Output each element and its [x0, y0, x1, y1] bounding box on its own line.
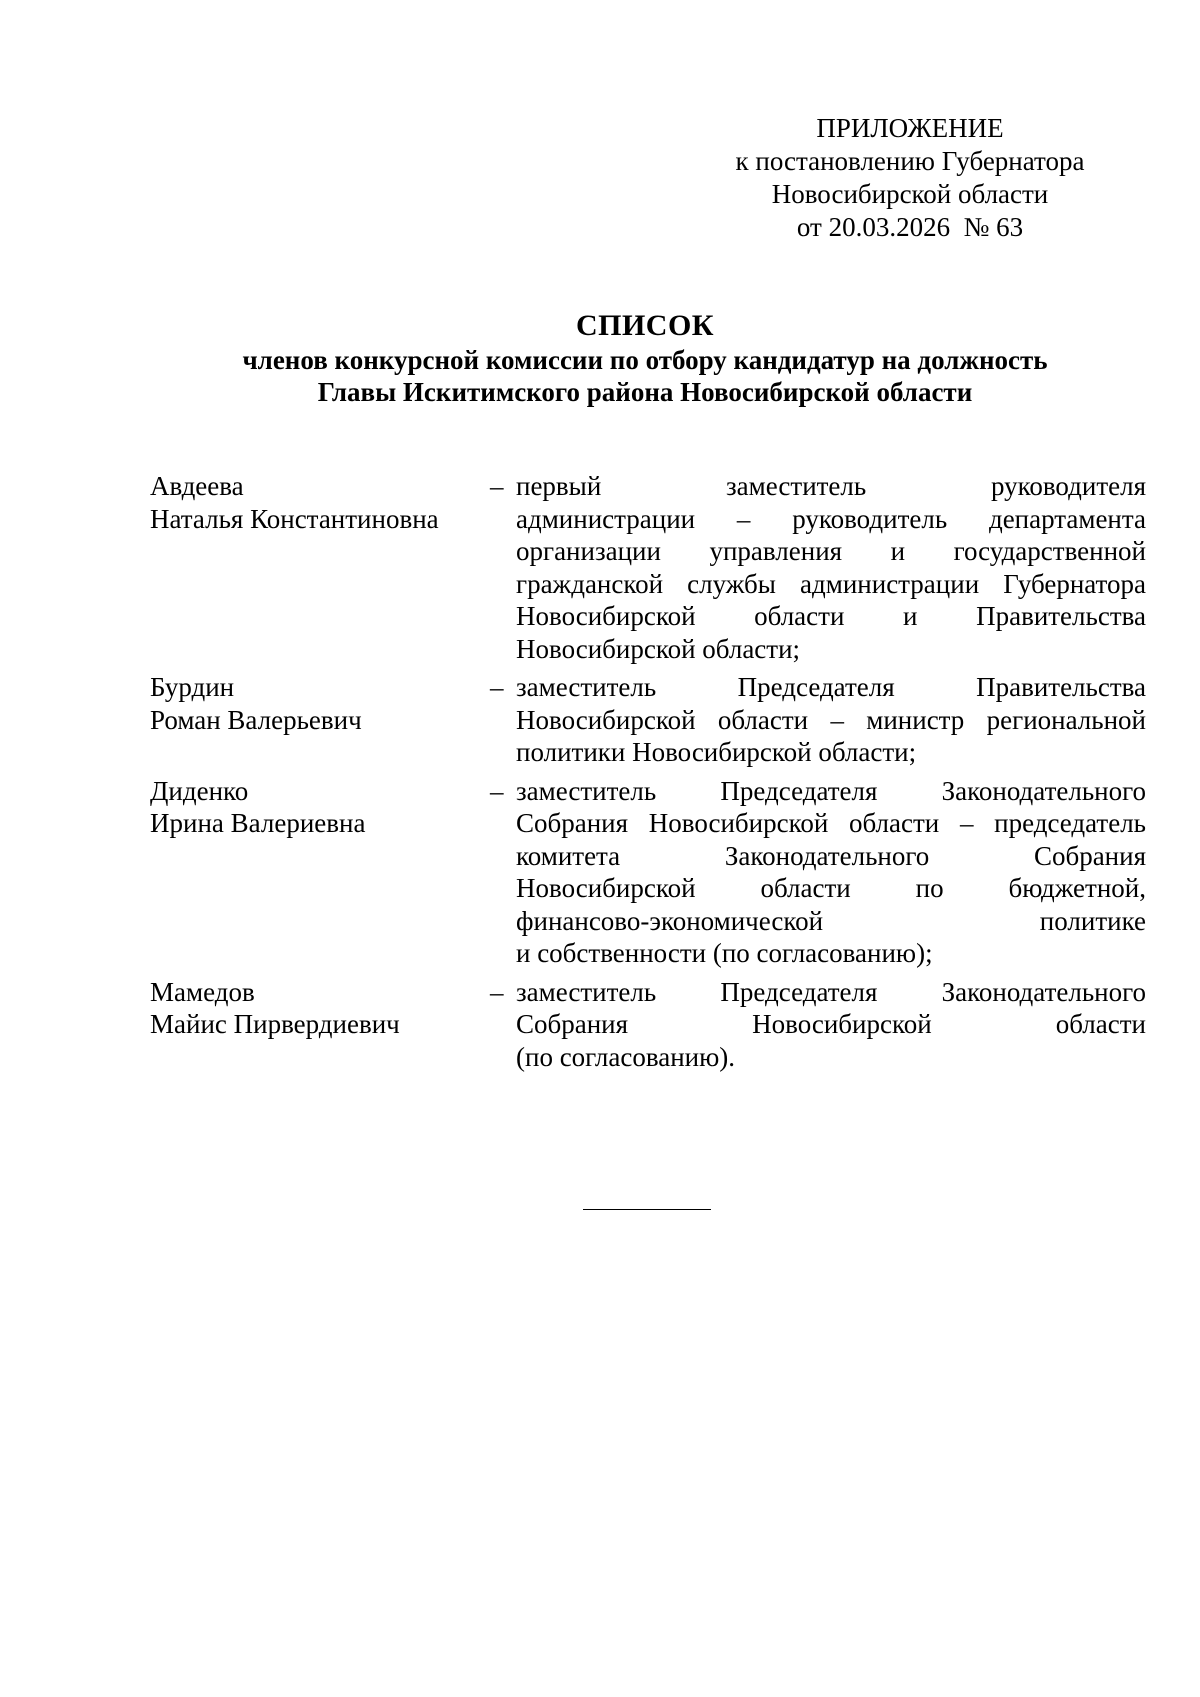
member-position — [516, 775, 1146, 970]
position-line: финансово-экономической политике — [516, 905, 1146, 936]
member-name — [150, 671, 490, 769]
member-given-name: Ирина Валериевна — [150, 808, 366, 838]
member-surname: Мамедов — [150, 976, 255, 1007]
position-line: заместитель Председателя Законодательного — [516, 976, 1146, 1007]
title-subtitle-line-2: Главы Искитимского района Новосибирской области — [317, 377, 973, 407]
position-line: Собрания Новосибирской области — [516, 1009, 1146, 1039]
position-line: гражданской службы администрации Губернатора — [516, 568, 1146, 599]
appendix-label: ПРИЛОЖЕНИЕ — [816, 113, 1004, 143]
member-row — [150, 775, 1146, 970]
member-position — [516, 470, 1146, 665]
position-line: администрации – руководитель департамента — [516, 503, 1146, 534]
member-position — [516, 671, 1146, 769]
member-given-name: Наталья Константиновна — [150, 503, 439, 534]
position-line: политики Новосибирской области; — [516, 737, 917, 767]
document-title — [0, 308, 1200, 408]
appendix-date-number: от 20.03.2026 № 63 — [796, 212, 1024, 242]
member-given-name: Майис Пирвердиевич — [150, 1009, 400, 1039]
position-line: Новосибирской области по бюджетной, — [516, 873, 1146, 903]
member-position — [516, 976, 1146, 1074]
appendix-header — [700, 112, 1120, 244]
title-main: СПИСОК — [575, 309, 715, 342]
position-line: и собственности (по согласованию); — [516, 938, 933, 968]
member-row — [150, 671, 1146, 769]
appendix-region: Новосибирской области — [771, 179, 1049, 209]
position-line: комитета Законодательного Собрания — [516, 840, 1146, 871]
member-dash: – — [490, 672, 504, 702]
member-name — [150, 976, 490, 1074]
appendix-reference: к постановлению Губернатора — [735, 146, 1085, 176]
member-dash: – — [490, 976, 504, 1007]
member-name — [150, 775, 490, 970]
position-line: (по согласованию). — [516, 1041, 736, 1072]
member-given-name: Роман Валерьевич — [150, 704, 362, 735]
member-surname: Диденко — [150, 775, 249, 806]
position-line: заместитель Председателя Правительства — [516, 672, 1146, 702]
position-line: заместитель Председателя Законодательного — [516, 775, 1146, 806]
member-name — [150, 470, 490, 665]
title-subtitle-line-1: членов конкурсной комиссии по отбору кандидатур на должность — [242, 345, 1048, 375]
position-line: первый заместитель руководителя — [516, 471, 1146, 501]
member-row — [150, 976, 1146, 1074]
position-line: Собрания Новосибирской области – председатель — [516, 808, 1146, 838]
members-list — [150, 470, 1146, 1079]
member-dash: – — [490, 471, 504, 501]
position-line: Новосибирской области – министр региональной — [516, 704, 1146, 735]
member-dash: – — [490, 775, 504, 806]
member-surname: Бурдин — [150, 672, 235, 702]
member-row — [150, 470, 1146, 665]
position-line: Новосибирской области и Правительства — [516, 601, 1146, 631]
position-line: организации управления и государственной — [516, 536, 1146, 566]
member-surname: Авдеева — [150, 471, 244, 501]
position-line: Новосибирской области; — [516, 633, 801, 664]
closing-separator-line — [583, 1209, 711, 1210]
